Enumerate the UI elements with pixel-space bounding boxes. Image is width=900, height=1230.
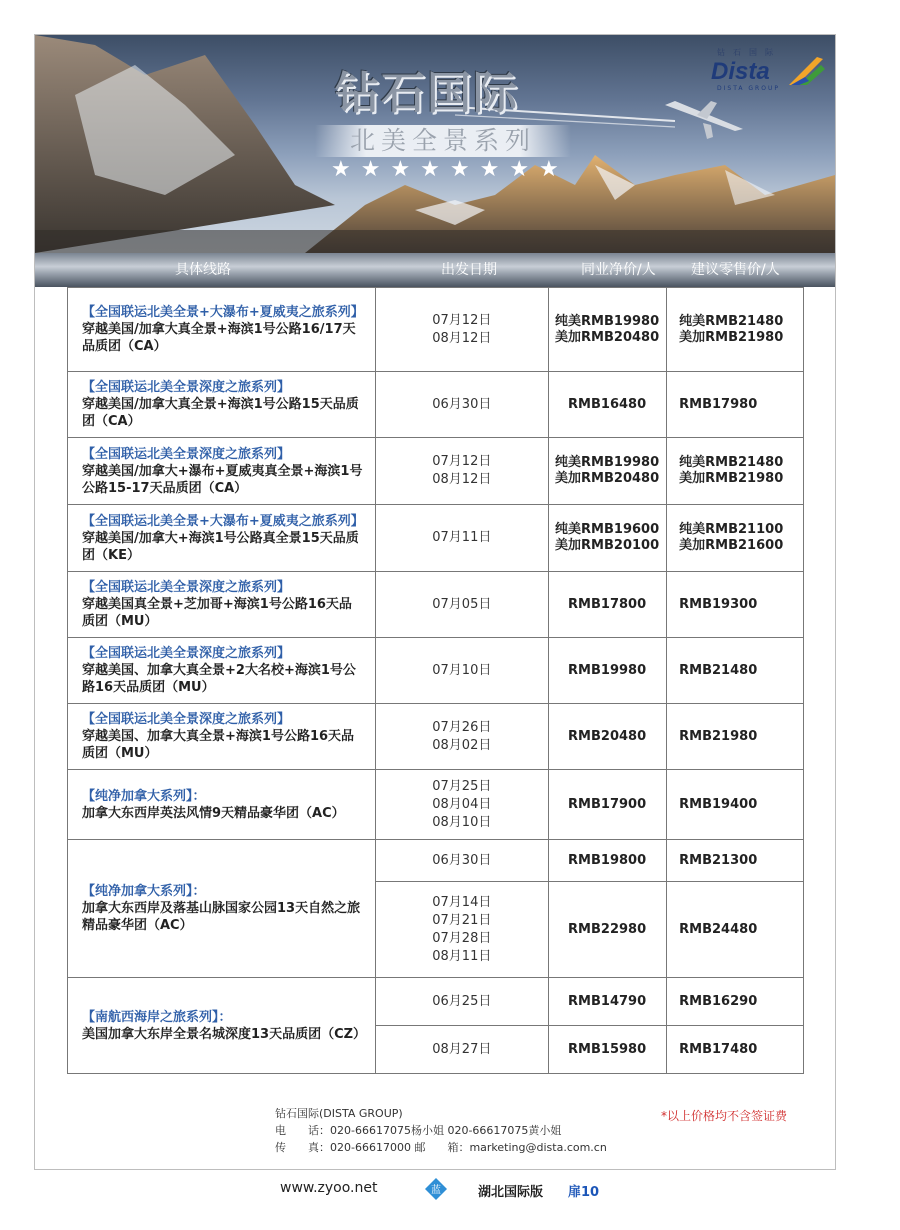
series-name: 【全国联运北美全景深度之旅系列】 xyxy=(82,380,291,395)
retail-price: RMB16290 xyxy=(667,978,804,1026)
series-name: 【纯净加拿大系列】： xyxy=(82,884,206,899)
net-price: RMB17900 xyxy=(549,770,667,840)
contact-footer xyxy=(275,1105,607,1156)
banner-subtitle: 北美全景系列 xyxy=(315,125,571,157)
route-desc: 穿越美国/加拿大真全景+海滨1号公路15天品质团（CA） xyxy=(82,397,359,429)
retail-price: RMB21300 xyxy=(667,840,804,882)
departure-dates: 06月30日 xyxy=(375,372,548,438)
route-cell xyxy=(68,288,376,372)
net-price: RMB15980 xyxy=(549,1026,667,1074)
logo-cn: 钻石国际 xyxy=(717,48,781,57)
series-name: 【全国联运北美全景+大瀑布+夏威夷之旅系列】 xyxy=(82,305,364,320)
table-row xyxy=(68,372,804,438)
retail-price: RMB19300 xyxy=(667,572,804,638)
net-price: 纯美RMB19600 美加RMB20100 xyxy=(549,505,667,572)
net-price: 纯美RMB19980 美加RMB20480 xyxy=(549,438,667,505)
website-link[interactable]: www.zyoo.net xyxy=(280,1180,378,1196)
retail-price: RMB21480 xyxy=(667,638,804,704)
table-row xyxy=(68,572,804,638)
route-desc: 穿越美国、加拿大真全景+海滨1号公路16天品质团（MU） xyxy=(82,729,355,761)
logo-en: Dista xyxy=(711,58,770,85)
retail-price: RMB24480 xyxy=(667,882,804,978)
blue-diamond-icon xyxy=(425,1178,447,1200)
departure-dates: 07月11日 xyxy=(375,505,548,572)
departure-dates: 08月27日 xyxy=(375,1026,548,1074)
route-desc: 穿越美国真全景+芝加哥+海滨1号公路16天品质团（MU） xyxy=(82,597,352,629)
departure-dates: 07月12日 08月12日 xyxy=(375,288,548,372)
departure-dates: 07月12日 08月12日 xyxy=(375,438,548,505)
route-desc: 加拿大东西岸及落基山脉国家公园13天自然之旅精品豪华团（AC） xyxy=(82,901,361,933)
route-cell xyxy=(68,372,376,438)
table-row xyxy=(68,770,804,840)
page-number: 扉10 xyxy=(568,1185,600,1200)
series-name: 【全国联运北美全景深度之旅系列】 xyxy=(82,712,291,727)
net-price: RMB20480 xyxy=(549,704,667,770)
visa-note: *以上价格均不含签证费 xyxy=(661,1109,788,1123)
bottom-strip xyxy=(0,1178,900,1202)
departure-dates: 07月26日 08月02日 xyxy=(375,704,548,770)
series-name: 【全国联运北美全景+大瀑布+夏威夷之旅系列】 xyxy=(82,513,364,529)
route-desc: 加拿大东西岸英法风情9天精品豪华团（AC） xyxy=(82,805,345,821)
logo-swoosh-icon xyxy=(787,55,827,87)
retail-price: RMB21980 xyxy=(667,704,804,770)
departure-dates: 06月30日 xyxy=(375,840,548,882)
series-name: 【全国联运北美全景深度之旅系列】 xyxy=(82,646,291,661)
net-price: RMB19980 xyxy=(549,638,667,704)
tour-table xyxy=(67,287,804,1074)
net-price: RMB19800 xyxy=(549,840,667,882)
route-desc: 穿越美国、加拿大真全景+2大名校+海滨1号公路16天品质团（MU） xyxy=(82,663,356,695)
net-price: RMB14790 xyxy=(549,978,667,1026)
departure-dates: 06月25日 xyxy=(375,978,548,1026)
header-retail: 建议零售价/人 xyxy=(691,262,780,278)
route-desc: 美国加拿大东岸全景名城深度13天品质团（CZ） xyxy=(82,1026,367,1042)
table-row xyxy=(68,840,804,882)
series-name: 【南航西海岸之旅系列】： xyxy=(82,1009,232,1025)
net-price: 纯美RMB19980 美加RMB20480 xyxy=(549,288,667,372)
table-row xyxy=(68,704,804,770)
banner xyxy=(35,35,835,253)
series-name: 【全国联运北美全景深度之旅系列】 xyxy=(82,580,291,595)
route-desc: 穿越美国/加拿大+瀑布+夏威夷真全景+海滨1号公路15-17天品质团（CA） xyxy=(82,463,363,496)
route-cell xyxy=(68,704,376,770)
net-price: RMB16480 xyxy=(549,372,667,438)
net-price: RMB22980 xyxy=(549,882,667,978)
retail-price: RMB19400 xyxy=(667,770,804,840)
edition-label: 湖北国际版 xyxy=(478,1185,544,1200)
banner-title: 钻石国际 xyxy=(335,68,519,119)
departure-dates: 07月05日 xyxy=(375,572,548,638)
fax-email-line: 传 真：020-66617000 邮 箱：marketing@dista.com.cn xyxy=(275,1141,607,1154)
route-cell xyxy=(68,505,376,572)
table-row xyxy=(68,438,804,505)
route-desc: 穿越美国/加拿大+海滨1号公路真全景15天品质团（KE） xyxy=(82,530,359,563)
table-row xyxy=(68,638,804,704)
departure-dates: 07月14日 07月21日 07月28日 08月11日 xyxy=(375,882,548,978)
table-row xyxy=(68,505,804,572)
table-header-bar xyxy=(35,253,835,287)
header-net: 同业净价/人 xyxy=(581,262,656,278)
table-row xyxy=(68,288,804,372)
series-name: 【纯净加拿大系列】： xyxy=(82,788,206,804)
retail-price: 纯美RMB21480 美加RMB21980 xyxy=(667,288,804,372)
brochure-page xyxy=(34,34,836,1170)
route-cell xyxy=(68,638,376,704)
rating-stars: ★★★★★★★★ xyxy=(331,157,569,182)
retail-price: 纯美RMB21480 美加RMB21980 xyxy=(667,438,804,505)
retail-price: RMB17980 xyxy=(667,372,804,438)
logo-group: DISTA GROUP xyxy=(717,85,780,92)
phone-line: 电 话：020-66617075杨小姐 020-66617075黄小姐 xyxy=(275,1124,562,1137)
route-cell xyxy=(68,840,376,978)
departure-dates: 07月10日 xyxy=(375,638,548,704)
dista-logo xyxy=(711,47,827,95)
retail-price: RMB17480 xyxy=(667,1026,804,1074)
company-name: 钻石国际(DISTA GROUP) xyxy=(275,1107,403,1120)
header-date: 出发日期 xyxy=(441,262,497,278)
diamond-badge-label: 蓝 xyxy=(431,1185,441,1196)
retail-price: 纯美RMB21100 美加RMB21600 xyxy=(667,505,804,572)
route-cell xyxy=(68,572,376,638)
departure-dates: 07月25日 08月04日 08月10日 xyxy=(375,770,548,840)
route-cell xyxy=(68,770,376,840)
route-cell xyxy=(68,438,376,505)
series-name: 【全国联运北美全景深度之旅系列】 xyxy=(82,446,291,462)
net-price: RMB17800 xyxy=(549,572,667,638)
header-route: 具体线路 xyxy=(175,262,231,278)
route-cell xyxy=(68,978,376,1074)
airplane-icon xyxy=(665,101,743,139)
table-row xyxy=(68,978,804,1026)
route-desc: 穿越美国/加拿大真全景+海滨1号公路16/17天品质团（CA） xyxy=(82,322,356,354)
